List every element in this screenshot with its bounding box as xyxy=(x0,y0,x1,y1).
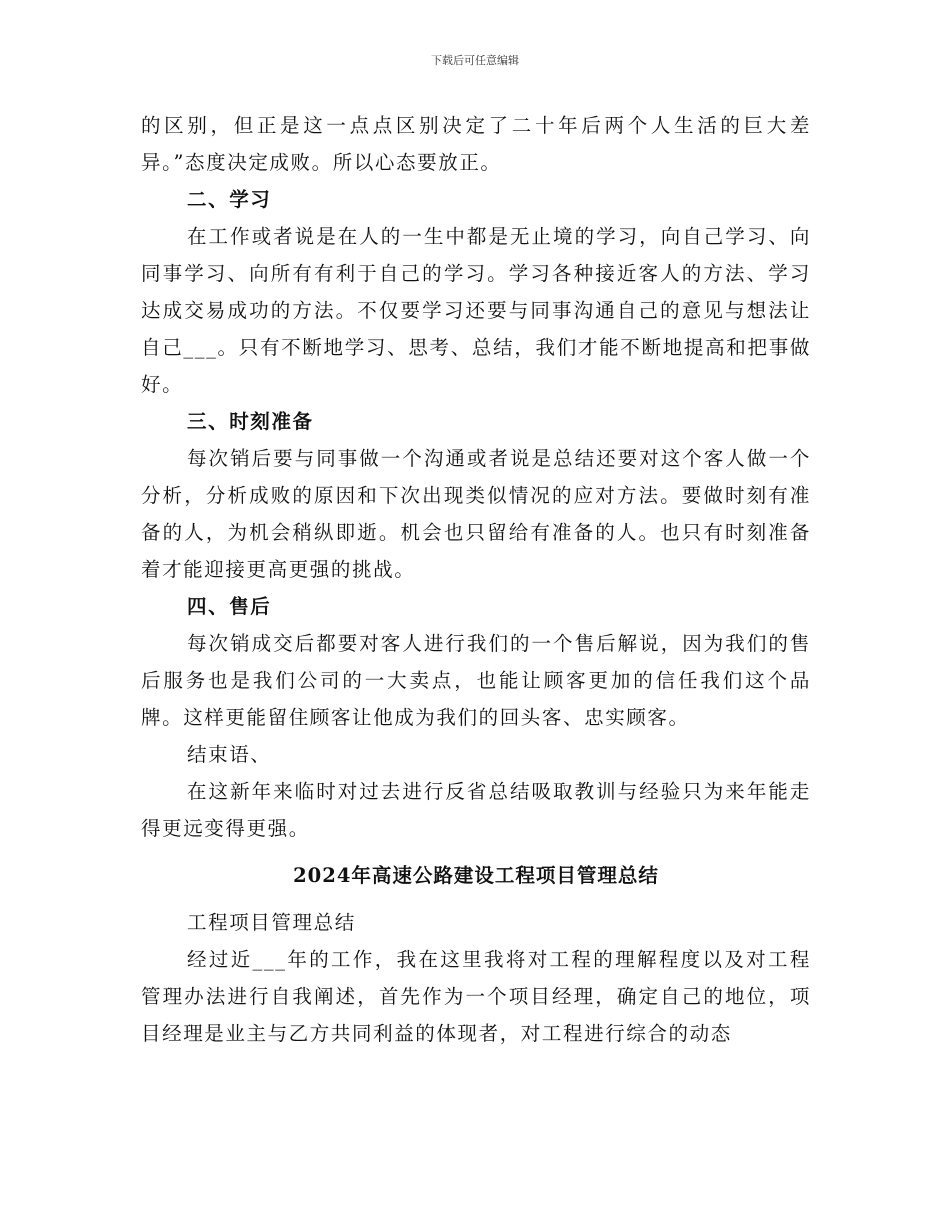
paragraph-study: 在工作或者说是在人的一生中都是无止境的学习，向自己学习、向同事学习、向所有有利于自己的学习。学习各种接近客人的方法、学习达成交易成功的方法。不仅要学习还要与同事沟通自己的意见与想法让自己___。只有不断地学习、思考、总结，我们才能不断地提高和把事做好。 xyxy=(141,225,811,396)
paragraph-continuation: 的区别，但正是这一点点区别决定了二十年后两个人生活的巨大差异。”态度决定成败。所以心态要放正。 xyxy=(141,114,811,174)
section-heading-after-sales: 四、售后 xyxy=(187,595,272,618)
document-title: 2024年高速公路建设工程项目管理总结 xyxy=(293,864,659,887)
paragraph-intro: 经过近___年的工作，我在这里我将对工程的理解程度以及对工程管理办法进行自我阐述，首先作为一个项目经理，确定自己的地位，项目经理是业主与乙方共同利益的体现者，对工程进行综合的动态 xyxy=(141,948,811,1045)
paragraph-prepare: 每次销后要与同事做一个沟通或者说是总结还要对这个客人做一个分析，分析成败的原因和下次出现类似情况的应对方法。要做时刻有准备的人，为机会稍纵即逝。机会也只留给有准备的人。也只有时刻准备着才能迎接更高更强的挑战。 xyxy=(141,447,811,581)
paragraph-conclusion: 在这新年来临时对过去进行反省总结吸取教训与经验只为来年能走得更远变得更强。 xyxy=(141,780,811,840)
paragraph-subtitle: 工程项目管理总结 xyxy=(187,911,356,934)
document-body xyxy=(141,107,811,1052)
paragraph-conclusion-label: 结束语、 xyxy=(187,743,272,766)
page-header: 下载后可任意编辑 xyxy=(431,54,519,67)
section-heading-prepare: 三、时刻准备 xyxy=(187,410,314,433)
paragraph-after-sales: 每次销成交后都要对客人进行我们的一个售后解说，因为我们的售后服务也是我们公司的一大卖点，也能让顾客更加的信任我们这个品牌。这样更能留住顾客让他成为我们的回头客、忠实顾客。 xyxy=(141,632,811,729)
section-heading-study: 二、学习 xyxy=(187,188,272,211)
